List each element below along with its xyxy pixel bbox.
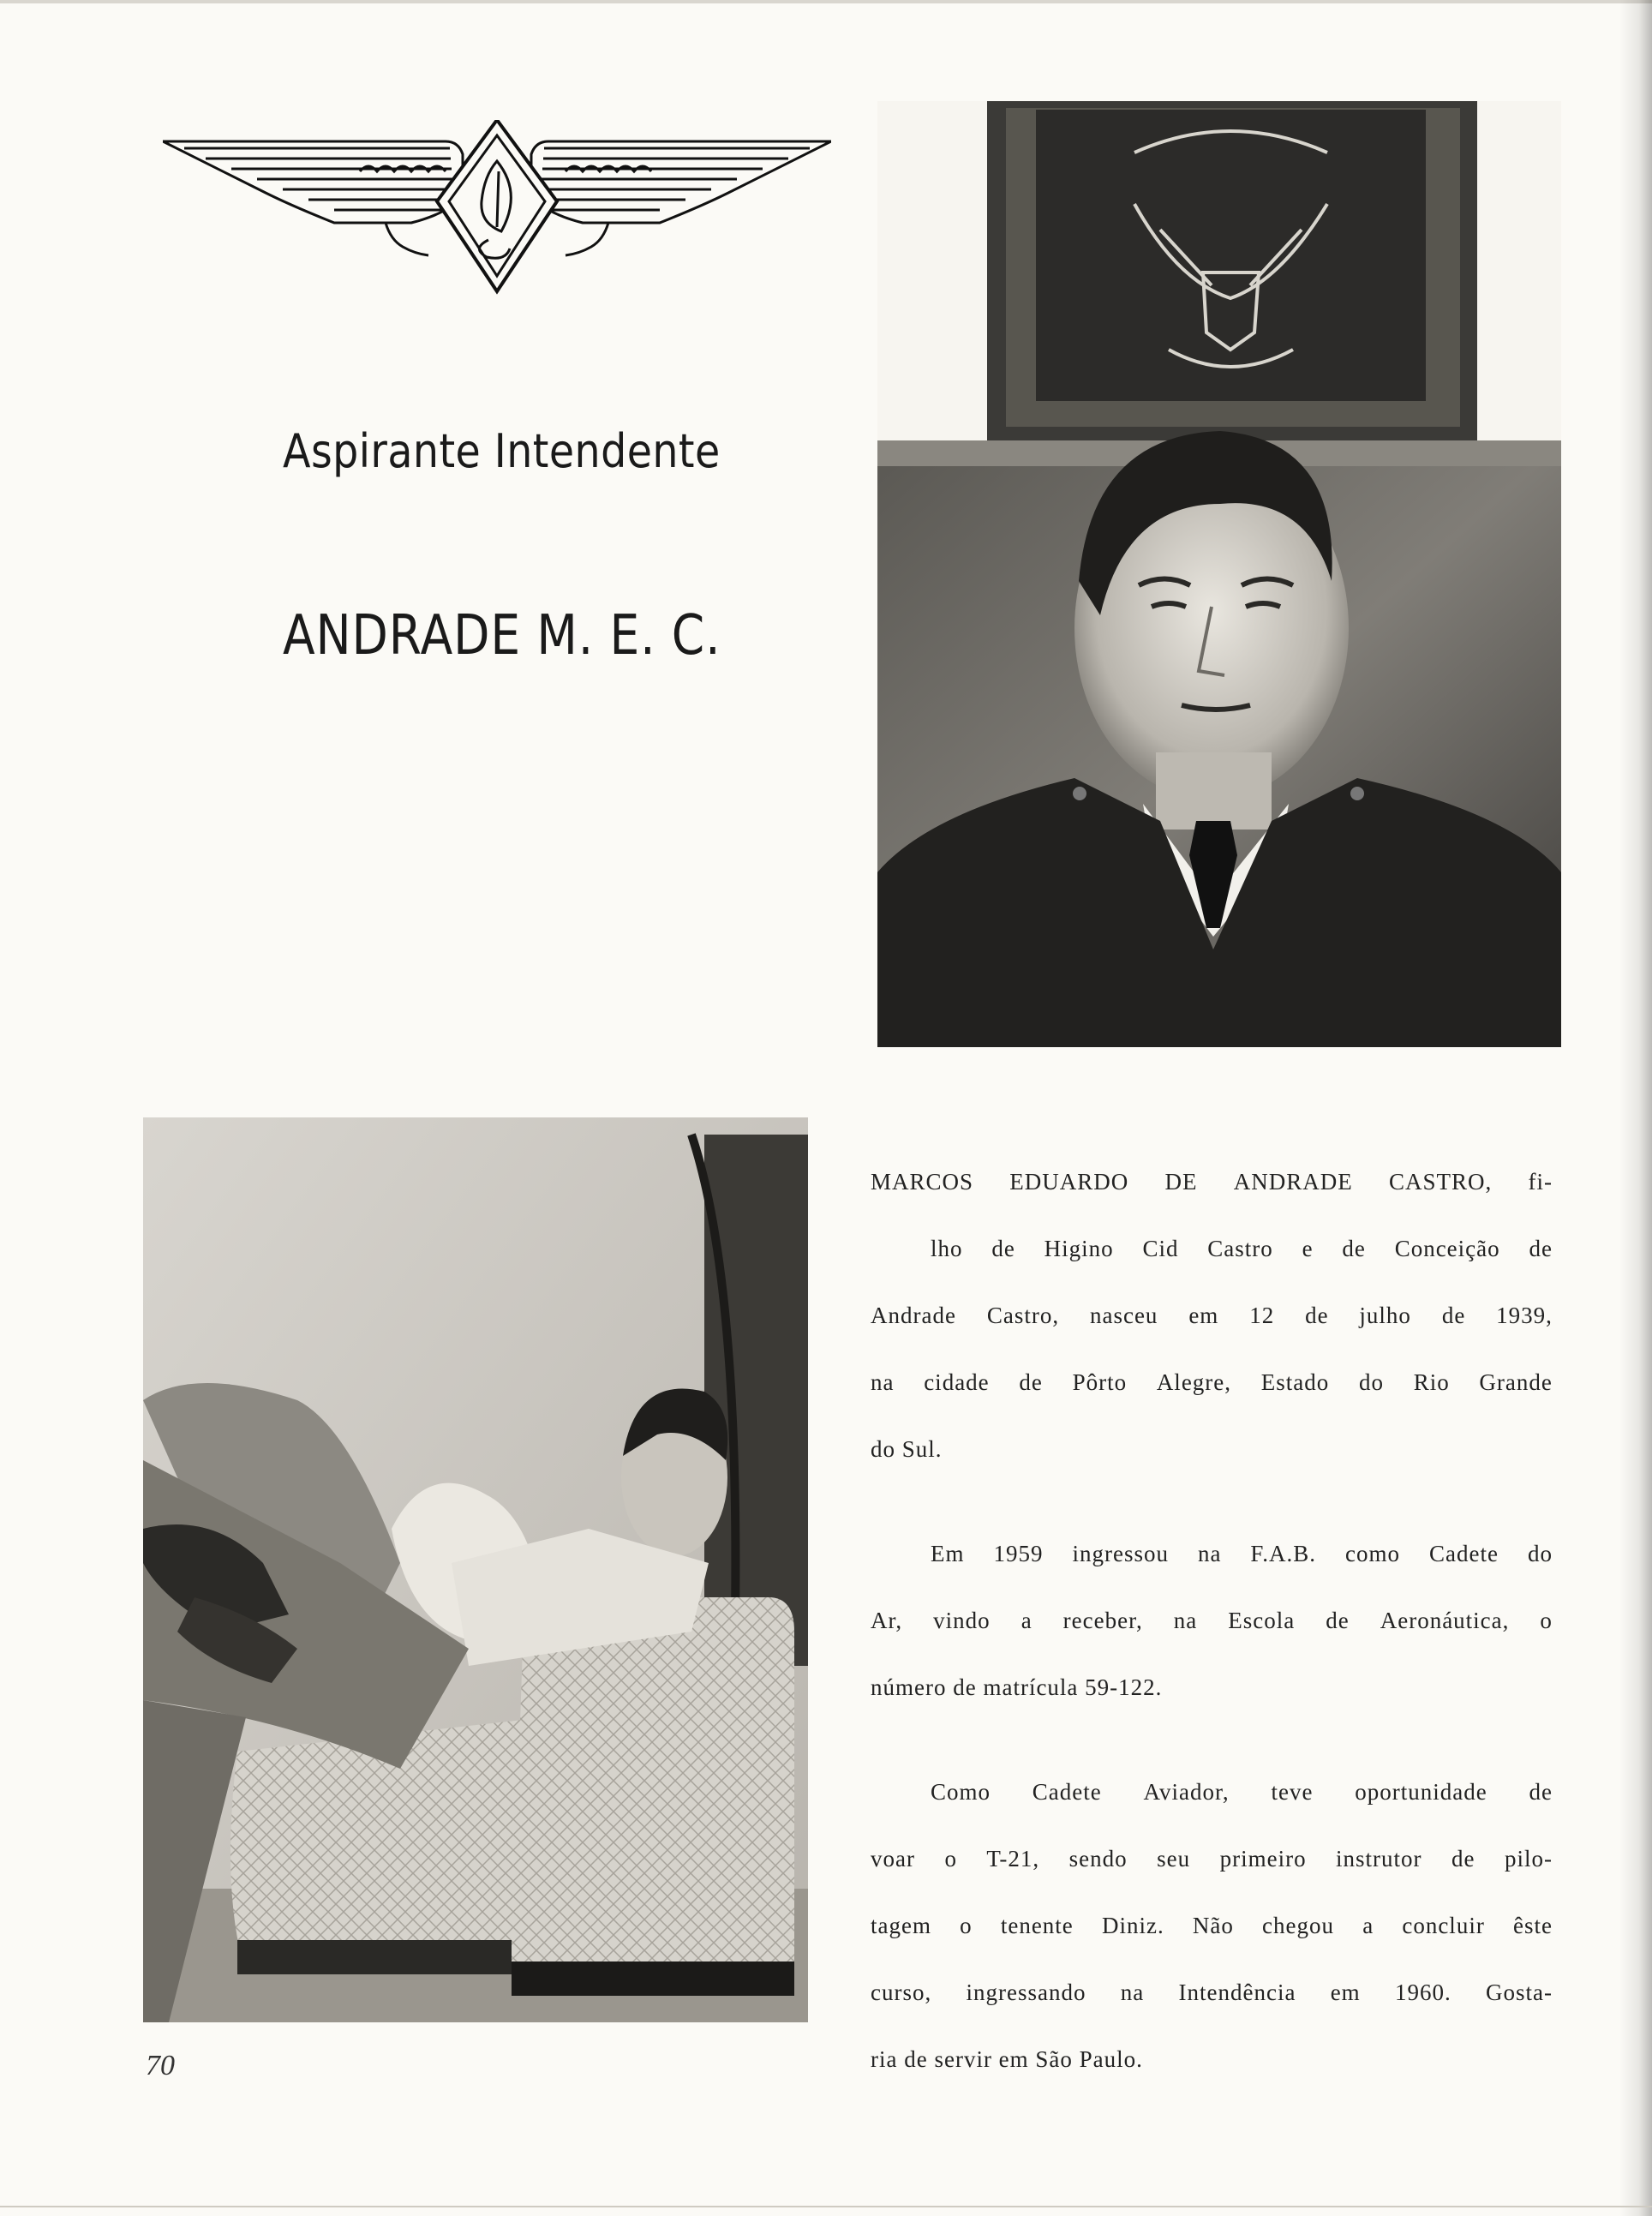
bio-line: Como Cadete Aviador, teve oportunidade de	[931, 1779, 1553, 1805]
bio-line: ria de servir em São Paulo.	[871, 2046, 1143, 2072]
wings-insignia-icon	[163, 120, 831, 300]
top-edge	[0, 0, 1652, 3]
bio-line: do Sul.	[871, 1436, 943, 1462]
bio-line: voar o T-21, sendo seu primeiro instrutor de pilo-	[871, 1846, 1553, 1872]
bio-line: Ar, vindo a receber, na Escola de Aeronáutica, o	[871, 1608, 1553, 1633]
bio-line: MARCOS EDUARDO DE ANDRADE CASTRO, fi-	[871, 1169, 1553, 1195]
biography	[871, 1148, 1553, 2093]
bio-line: lho de Higino Cid Castro e de Conceição de	[931, 1236, 1553, 1261]
bottom-edge	[0, 2206, 1652, 2207]
portrait-photo	[877, 101, 1561, 1047]
lounge-photo	[143, 1117, 808, 2022]
bio-line: Andrade Castro, nasceu em 12 de julho de 1939,	[871, 1303, 1553, 1328]
bio-line: número de matrícula 59-122.	[871, 1674, 1163, 1700]
cadet-name-heading: ANDRADE M. E. C.	[283, 604, 721, 668]
binding-shadow	[1619, 0, 1652, 2216]
bio-line: curso, ingressando na Intendência em 1960. Gosta-	[871, 1979, 1553, 2005]
bio-line: tagem o tenente Diniz. Não chegou a concluir êste	[871, 1913, 1553, 1938]
bio-line: na cidade de Pôrto Alegre, Estado do Rio Grande	[871, 1369, 1553, 1395]
page-number: 70	[146, 2050, 175, 2081]
bio-line: Em 1959 ingressou na F.A.B. como Cadete do	[931, 1541, 1553, 1566]
rank-heading: Aspirante Intendente	[283, 424, 721, 478]
